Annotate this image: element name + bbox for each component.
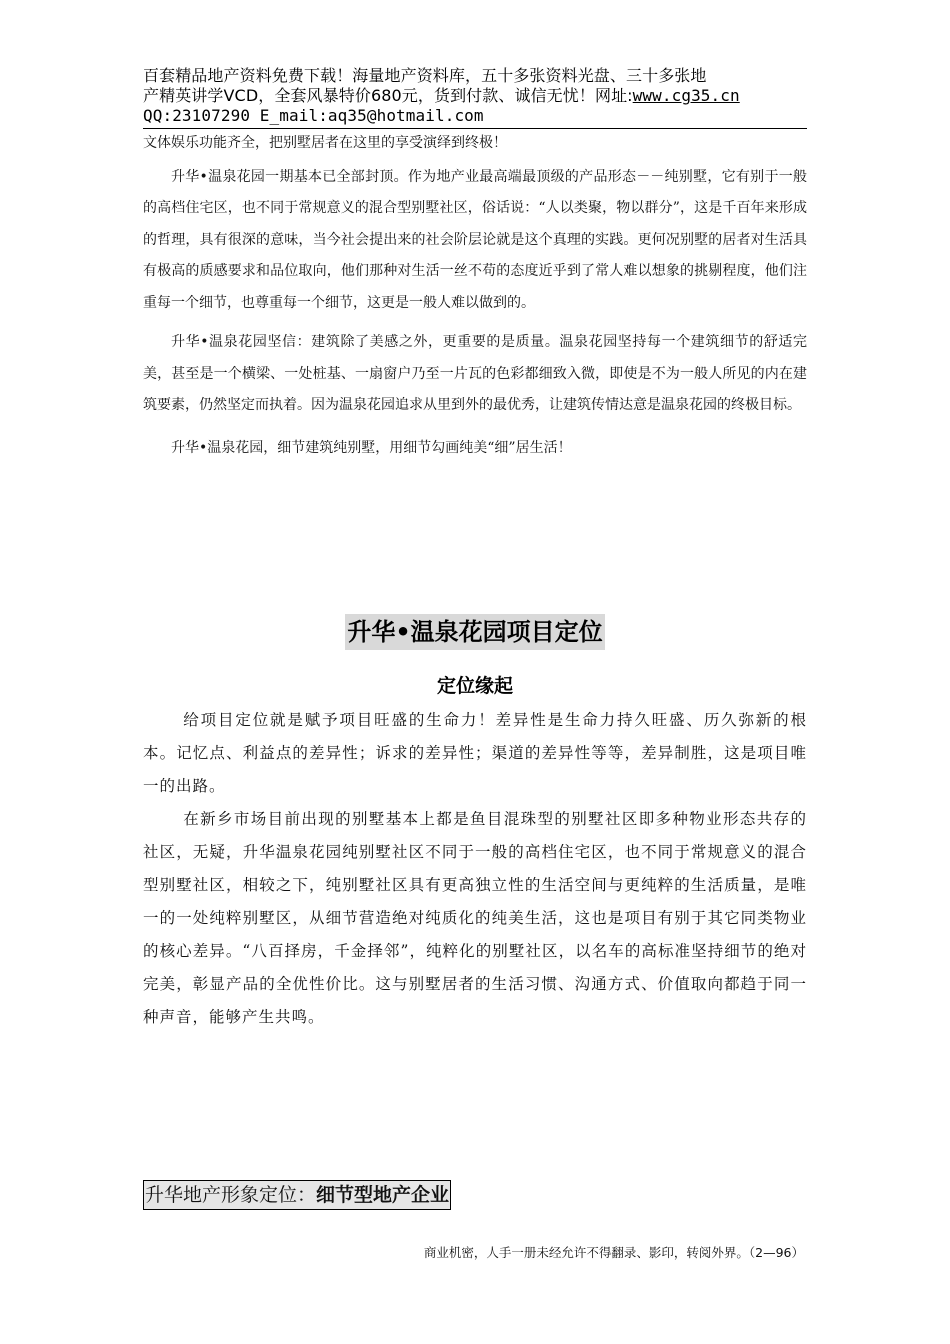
image-positioning-label: 升华地产形象定位： (145, 1184, 317, 1206)
positioning-paragraph-2: 在新乡市场目前出现的别墅基本上都是鱼目混珠型的别墅社区即多种物业形态共存的社区，无疑，升华温泉花园纯别墅社区不同于一般的高档住宅区，也不同于常规意义的混合型别墅社区，相较之下，纯别墅社区具有更高独立性的生活空间与更纯粹的生活质量，是唯一的一处纯粹别墅区，从细节营造绝对纯质化的纯美生活，这也是项目有别于其它同类物业的核心差异。“八百择房，千金择邻”，纯粹化的别墅社区，以名车的高标准坚持细节的绝对完美，彰显产品的全优性价比。这与别墅居者的生活习惯、沟通方式、价值取向都趋于同一种声音，能够产生共鸣。 (143, 810, 807, 1026)
positioning-paragraph-1: 给项目定位就是赋予项目旺盛的生命力！差异性是生命力持久旺盛、历久弥新的根本。记忆点、利益点的差异性；诉求的差异性；渠道的差异性等等，差异制胜，这是项目唯一的出路。 (143, 711, 807, 795)
header-line-2 (143, 86, 807, 106)
page-header (143, 66, 807, 129)
intro-paragraph-4: 升华•温泉花园，细节建筑纯别墅，用细节勾画纯美“细”居生活！ (171, 439, 572, 456)
intro-paragraph-2: 升华•温泉花园一期基本已全部封顶。作为地产业最高端最顶级的产品形态－－纯别墅，它有别于一般的高档住宅区，也不同于常规意义的混合型别墅社区，俗话说：“人以类聚，物以群分”，这是千百年来形成的哲理，具有很深的意味，当今社会提出来的社会阶层论就是这个真理的实践。更何况别墅的居者对生活具有极高的质感要求和品位取向，他们那种对生活一丝不苟的态度近乎到了常人难以想象的挑剔程度，他们注重每一个细节，也尊重每一个细节，这更是一般人难以做到的。 (143, 168, 807, 311)
positioning-text (143, 704, 807, 1034)
header-contact-line: QQ:23107290 E_mail:aq35@hotmail.com (143, 106, 484, 125)
page-footer: 商业机密，人手一册未经允许不得翻录、影印，转阅外界。（2—96） (423, 1245, 804, 1260)
header-url-link[interactable]: www.cg35.cn (632, 86, 740, 105)
intro-paragraph-3: 升华•温泉花园坚信：建筑除了美感之外，更重要的是质量。温泉花园坚持每一个建筑细节的舒适完美，甚至是一个横梁、一处桩基、一扇窗户乃至一片瓦的色彩都细致入微，即使是不为一般人所见的内在建筑要素，仍然坚定而执着。因为温泉花园追求从里到外的最优秀，让建筑传情达意是温泉花园的终极目标。 (143, 334, 807, 413)
intro-paragraph-1: 文体娱乐功能齐全，把别墅居者在这里的享受演绎到终极！ (143, 135, 507, 151)
section-subtitle: 定位缘起 (436, 675, 513, 697)
header-line-2-text: 产精英讲学VCD，全套风暴特价680元，货到付款、诚信无忧！网址: (143, 86, 633, 105)
image-positioning-heading (143, 1180, 451, 1210)
image-positioning-value: 细节型地产企业 (316, 1184, 450, 1206)
header-line-1: 百套精品地产资料免费下载！海量地产资料库，五十多张资料光盘、三十多张地 (143, 66, 707, 85)
section-title (0, 614, 950, 650)
intro-text (143, 128, 807, 464)
section-title-text: 升华•温泉花园项目定位 (345, 614, 604, 650)
